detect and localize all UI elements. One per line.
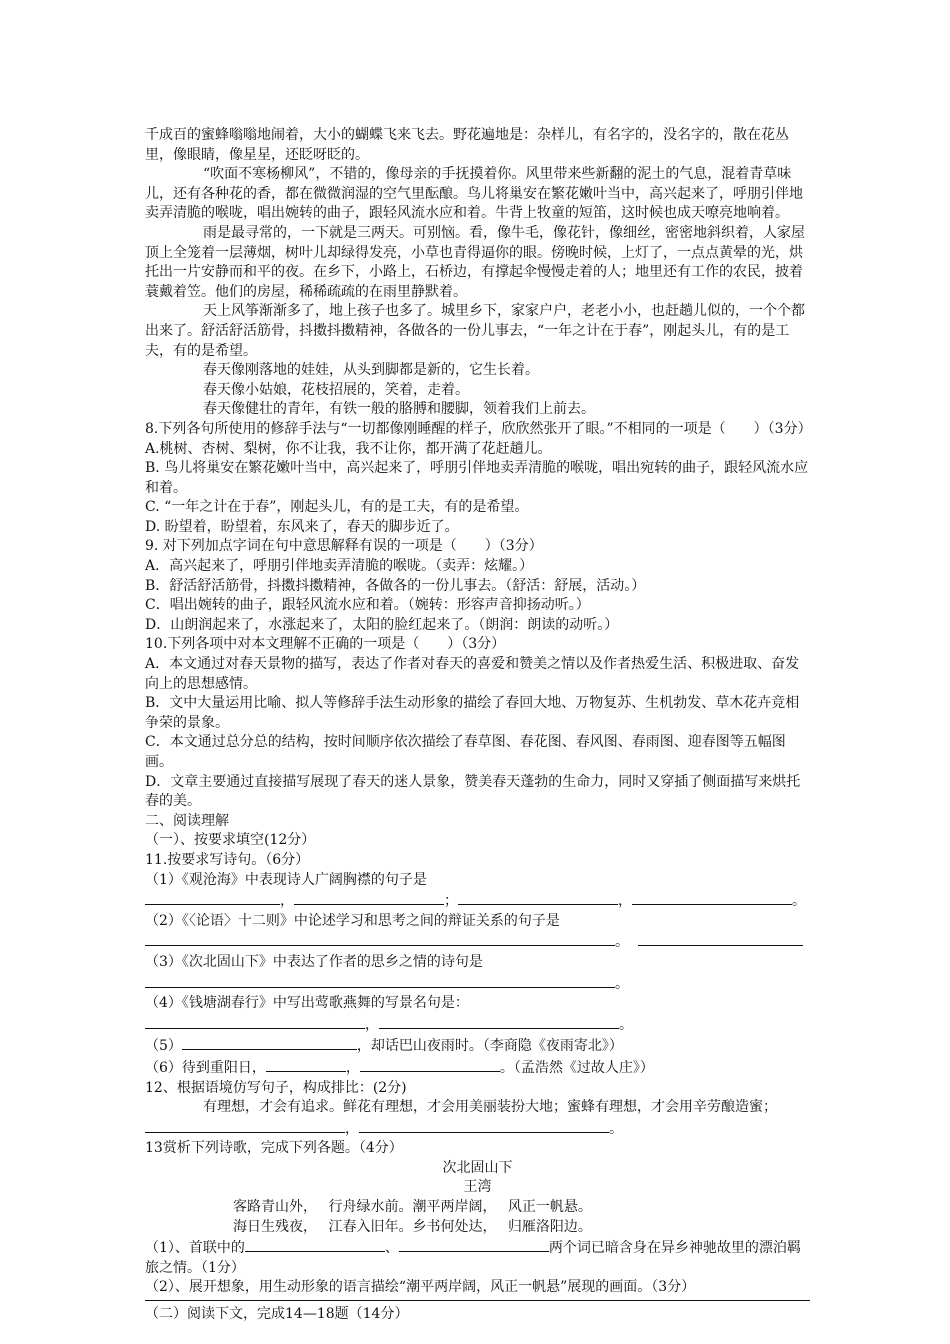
passage-paragraph-5: 春天像刚落地的娃娃，从头到脚都是新的，它生长着。 xyxy=(203,362,539,379)
answer-blank[interactable] xyxy=(360,1057,500,1072)
question-10-option-c: C．本文通过总分总的结构，按时间顺序依次描绘了春草图、春花图、春风图、春雨图、迎春图等五幅图画。 xyxy=(145,734,786,770)
question-9-stem: 9. 对下列加点字词在句中意思解释有误的一项是（ ）（3分） xyxy=(145,538,543,555)
passage-paragraph-7: 春天像健壮的青年，有铁一般的胳膊和腰脚，领着我们上前去。 xyxy=(203,401,595,418)
passage-paragraph-1: 千成百的蜜蜂嗡嗡地闹着，大小的蝴蝶飞来飞去。野花遍地是：杂样儿，有名字的，没名字的，散在花丛里，像眼睛，像星星，还眨呀眨的。 xyxy=(145,127,789,163)
answer-blank[interactable] xyxy=(145,1014,365,1029)
question-12-body: 有理想，才会有追求。鲜花有理想，才会用美丽装扮大地；蜜蜂有理想，才会用辛劳酿造蜜；， 。 xyxy=(145,1098,810,1139)
question-9-option-a: A．高兴起来了，呼朋引伴地卖弄清脆的喉咙。（卖弄：炫耀。） xyxy=(145,558,534,575)
question-11-item-3-blanks: 。 xyxy=(145,973,810,995)
question-11-item-3: （3）《次北固山下》中表达了作者的思乡之情的诗句是 xyxy=(145,953,483,970)
passage-paragraph-2: “吹面不寒杨柳风”，不错的，像母亲的手抚摸着你。风里带来些新翻的泥土的气息，混着青草味儿，还有各种花的香，都在微微润湿的空气里酝酿。鸟儿将巢安在繁花嫩叶当中，高兴起来了，呼朋引伴地卖弄清脆的喉咙，唱出婉转的曲子，跟轻风流水应和着。牛背上牧童的短笛，这时候也成天嘹亮地响着。 xyxy=(145,166,803,222)
poem-author: 王湾 xyxy=(463,1179,492,1196)
question-12-stem: 12、根据语境仿写句子，构成排比：(2分) xyxy=(145,1079,407,1096)
question-11-item-2-blanks: 。 xyxy=(145,931,810,953)
answer-blank[interactable] xyxy=(145,1118,345,1133)
poem-title: 次北固山下 xyxy=(442,1159,513,1176)
question-8-option-b: B. 鸟儿将巢安在繁花嫩叶当中，高兴起来了，呼朋引伴地卖弄清脆的喉咙，唱出宛转的曲子，跟轻风流水应和着。 xyxy=(145,460,809,496)
question-11-item-1-blanks: ， ； ， 。 xyxy=(145,890,810,912)
passage-paragraph-3: 雨是最寻常的，一下就是三两天。可别恼。看，像牛毛，像花针，像细丝，密密地斜织着，人家屋顶上全笼着一层薄烟，树叶儿却绿得发亮，小草也青得逼你的眼。傍晚时候，上灯了，一点点黄晕的光，烘托出一片安静而和平的夜。在乡下，小路上，石桥边，有撑起伞慢慢走着的人；地里还有工作的农民，披着蓑戴着笠。他们的房屋，稀稀疏疏的在雨里静默着。 xyxy=(145,224,805,300)
answer-blank[interactable] xyxy=(638,931,803,946)
subsection-title: （一）、按要求填空(12分） xyxy=(145,832,316,849)
poem-line-1: 客路青山外， 行舟绿水前。潮平两岸阔， 风正一帆悬。 xyxy=(233,1199,592,1216)
page-content xyxy=(145,126,810,1325)
question-11-stem: 11.按要求写诗句。（6分） xyxy=(145,851,310,868)
question-13-stem: 13赏析下列诗歌，完成下列各题。（4分） xyxy=(145,1140,403,1157)
question-8-option-a: A.桃树、杏树、梨树，你不让我，我不让你，都开满了花赶趟儿。 xyxy=(145,440,552,457)
answer-line[interactable] xyxy=(145,1300,810,1301)
question-11-item-2: （2）《〈论语〉十二则》中论述学习和思考之间的辩证关系的句子是 xyxy=(145,912,560,929)
answer-blank[interactable] xyxy=(294,890,444,905)
question-8-stem: 8.下列各句所使用的修辞手法与“一切都像刚睡醒的样子，欣欣然张开了眼。”不相同的一项是（ ）（3分） xyxy=(145,420,812,437)
question-11-item-6: （6）待到重阳日， ， 。（孟浩然《过故人庄》） xyxy=(145,1057,810,1079)
question-10-option-b: B．文中大量运用比喻、拟人等修辞手法生动形象的描绘了春回大地、万物复苏、生机勃发、草木花卉竞相争荣的景象。 xyxy=(145,695,800,731)
question-9-option-d: D．山朗润起来了，水涨起来了，太阳的脸红起来了。（朗润：朗读的动听。） xyxy=(145,616,619,633)
passage-paragraph-4: 天上风筝渐渐多了，地上孩子也多了。城里乡下，家家户户，老老小小，也赶趟儿似的，一个个都出来了。舒活舒活筋骨，抖擞抖擞精神，各做各的一份儿事去，“一年之计在于春”，刚起头儿，有的是工夫，有的是希望。 xyxy=(145,303,805,359)
answer-blank[interactable] xyxy=(399,1237,549,1252)
question-11-item-1: （1）《观沧海》中表现诗人广阔胸襟的句子是 xyxy=(145,871,427,888)
answer-blank[interactable] xyxy=(145,931,615,946)
answer-blank[interactable] xyxy=(145,890,280,905)
question-8-option-c: C. “一年之计在于春”，刚起头儿，有的是工夫，有的是希望。 xyxy=(145,499,529,516)
answer-blank[interactable] xyxy=(359,1118,609,1133)
question-11-item-4: （4）《钱塘湖春行》中写出莺歌燕舞的写景名句是： xyxy=(145,995,469,1012)
answer-blank[interactable] xyxy=(458,890,618,905)
question-13-item-2: （2）、展开想象，用生动形象的语言描绘“潮平两岸阔，风正一帆悬”展现的画面。（3分） xyxy=(145,1279,696,1296)
question-9-option-c: C．唱出婉转的曲子，跟轻风流水应和着。（婉转：形容声音抑扬动听。） xyxy=(145,597,590,614)
answer-blank[interactable] xyxy=(145,973,615,988)
poem-line-2: 海日生残夜， 江春入旧年。乡书何处达， 归雁洛阳边。 xyxy=(233,1218,592,1235)
question-11-item-5: （5） ，却话巴山夜雨时。（李商隐《夜雨寄北》） xyxy=(145,1035,810,1057)
answer-blank[interactable] xyxy=(379,1014,619,1029)
answer-blank[interactable] xyxy=(182,1035,357,1050)
question-9-option-b: B．舒活舒活筋骨，抖擞抖擞精神，各做各的一份儿事去。（舒活：舒展，活动。） xyxy=(145,577,646,594)
question-10-option-d: D．文章主要通过直接描写展现了春天的迷人景象，赞美春天蓬勃的生命力，同时又穿插了侧面描写来烘托春的美。 xyxy=(145,773,801,810)
question-10-stem: 10.下列各项中对本文理解不正确的一项是（ ）（3分） xyxy=(145,636,506,653)
passage-paragraph-6: 春天像小姑娘，花枝招展的，笑着，走着。 xyxy=(203,381,469,398)
subsection-title-2: （二）阅读下文，完成14—18题（14分） xyxy=(145,1306,409,1323)
section-title: 二、阅读理解 xyxy=(145,812,229,829)
answer-blank[interactable] xyxy=(245,1237,385,1252)
question-8-option-d: D. 盼望着，盼望着，东风来了，春天的脚步近了。 xyxy=(145,518,459,535)
question-10-option-a: A．本文通过对春天景物的描写，表达了作者对春天的喜爱和赞美之情以及作者热爱生活、积极进取、奋发向上的思想感情。 xyxy=(145,656,800,692)
answer-blank[interactable] xyxy=(632,890,792,905)
question-13-item-1: （1）、首联中的 、 两个词已暗含身在异乡神驰故里的漂泊羁旅之情。（1分） xyxy=(145,1237,810,1278)
question-11-item-4-blanks: ， 。 xyxy=(145,1014,810,1036)
answer-blank[interactable] xyxy=(266,1057,346,1072)
